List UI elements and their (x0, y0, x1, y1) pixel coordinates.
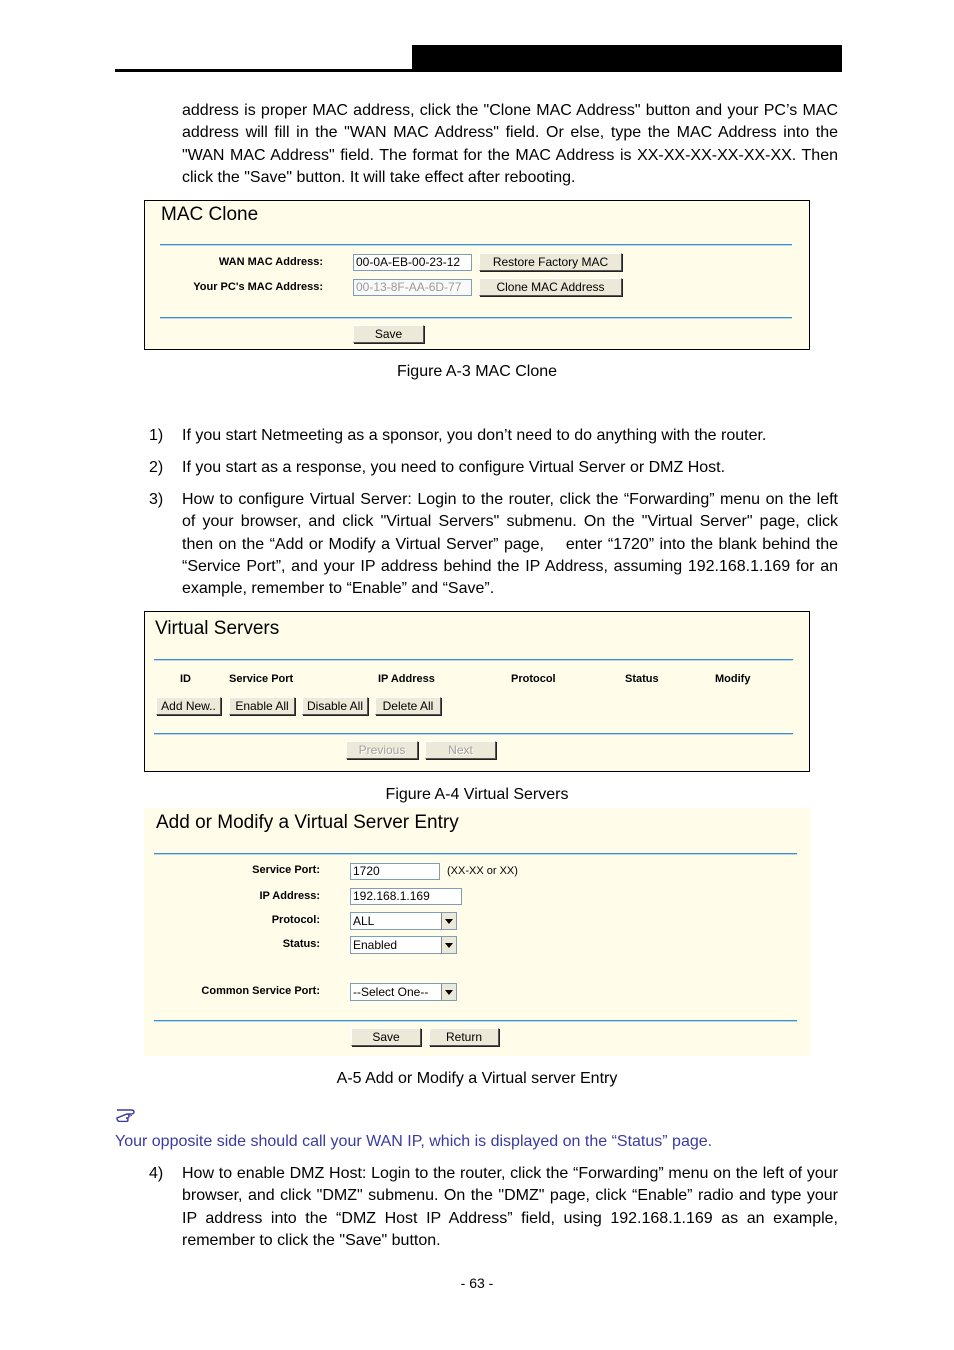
list-item-number: 1) (149, 427, 164, 444)
pointing-hand-icon (115, 1104, 143, 1122)
panel-title: Add or Modify a Virtual Server Entry (156, 812, 459, 833)
status-select[interactable] (350, 936, 457, 954)
ip-address-input[interactable]: 192.168.1.169 (350, 888, 462, 905)
page-number: - 63 - (460, 1275, 494, 1291)
pc-mac-label: Your PC's MAC Address: (193, 281, 323, 293)
note-text: Your opposite side should call your WAN IP, which is displayed on the “Status” page. (115, 1133, 713, 1150)
header-rule (115, 69, 413, 72)
panel-title: Virtual Servers (155, 618, 280, 639)
column-header-ip-address: IP Address (378, 673, 435, 685)
pc-mac-input: 00-13-8F-AA-6D-77 (353, 279, 472, 296)
figure-a4-caption: Figure A-4 Virtual Servers (385, 786, 569, 803)
list-item-number: 2) (149, 459, 164, 476)
column-header-protocol: Protocol (511, 673, 556, 685)
clone-mac-address-button[interactable]: Clone MAC Address (479, 278, 622, 296)
status-selected-value: Enabled (353, 938, 398, 952)
intro-paragraph: address is proper MAC address, click the "Clone MAC Address" button and your PC’s MAC address will fill in the "WAN MAC Address" field. Or else, type the MAC Address into the "WAN MAC Address" field. The format for the MAC Address is XX-XX-XX-XX-XX-XX. Then click the "Save" button. It will take effect after rebooting. (182, 102, 838, 186)
divider (154, 659, 793, 661)
add-modify-panel (144, 808, 810, 1056)
virtual-servers-panel (144, 611, 810, 772)
common-service-port-label: Common Service Port: (201, 985, 320, 997)
save-button[interactable]: Save (353, 325, 424, 343)
list-item-text: How to enable DMZ Host: Login to the router, click the “Forwarding” menu on the left of your browser, and click "DMZ" submenu. On the "DMZ" page, click “Enable” radio and type your IP address into the “DMZ Host IP Address” field, using 192.168.1.169 as an example, remember to click the "Save" button. (182, 1165, 838, 1249)
disable-all-button[interactable]: Disable All (302, 697, 368, 715)
mac-clone-panel (144, 200, 810, 350)
service-port-label: Service Port: (252, 864, 320, 876)
list-item-text: How to configure Virtual Server: Login to the router, click the “Forwarding” menu on the left of your browser, and click "Virtual Servers" submenu. On the "Virtual Server" page, click then on the “Add or Modify a Virtual Server” page, enter “1720” into the blank behind the “Service Port”, and your IP address behind the IP Address, assuming 192.168.1.169 for an example, remember to “Enable” and “Save”. (182, 491, 923, 598)
add-new-button[interactable]: Add New.. (156, 697, 221, 715)
enable-all-button[interactable]: Enable All (229, 697, 295, 715)
column-header-status: Status (625, 673, 659, 685)
return-button[interactable]: Return (429, 1028, 499, 1046)
next-button[interactable]: Next (425, 741, 496, 759)
panel-title: MAC Clone (161, 204, 259, 225)
ip-address-label: IP Address: (259, 890, 320, 902)
chevron-down-icon[interactable] (441, 937, 456, 953)
save-button[interactable]: Save (351, 1028, 421, 1046)
divider (154, 733, 793, 735)
chevron-down-icon[interactable] (441, 913, 456, 929)
column-header-service-port: Service Port (229, 673, 294, 685)
previous-button[interactable]: Previous (346, 741, 418, 759)
list-item-text: If you start Netmeeting as a sponsor, you don’t need to do anything with the router. (182, 427, 767, 444)
status-label: Status: (282, 938, 320, 950)
restore-factory-mac-button[interactable]: Restore Factory MAC (479, 253, 622, 271)
divider (160, 244, 792, 246)
header-bar (412, 45, 842, 72)
delete-all-button[interactable]: Delete All (375, 697, 441, 715)
service-port-input[interactable]: 1720 (350, 863, 440, 880)
list-item-text: If you start as a response, you need to configure Virtual Server or DMZ Host. (182, 459, 726, 476)
wan-mac-label: WAN MAC Address: (218, 256, 323, 268)
divider (160, 317, 792, 319)
divider (154, 1020, 797, 1022)
wan-mac-input[interactable]: 00-0A-EB-00-23-12 (353, 254, 472, 271)
protocol-label: Protocol: (271, 914, 320, 926)
list-item-number: 3) (149, 491, 164, 508)
common-service-port-selected-value: --Select One-- (353, 985, 429, 999)
common-service-port-select[interactable] (350, 983, 457, 1001)
chevron-down-icon[interactable] (441, 984, 456, 1000)
service-port-hint: (XX-XX or XX) (447, 865, 518, 877)
column-header-modify: Modify (715, 673, 751, 685)
list-item-number: 4) (149, 1165, 164, 1182)
figure-a3-caption: Figure A-3 MAC Clone (396, 363, 558, 380)
column-header-id: ID (180, 673, 191, 685)
protocol-select[interactable] (350, 912, 457, 930)
divider (154, 853, 797, 855)
protocol-selected-value: ALL (353, 914, 375, 928)
figure-a5-caption: A-5 Add or Modify a Virtual server Entry (336, 1070, 618, 1087)
